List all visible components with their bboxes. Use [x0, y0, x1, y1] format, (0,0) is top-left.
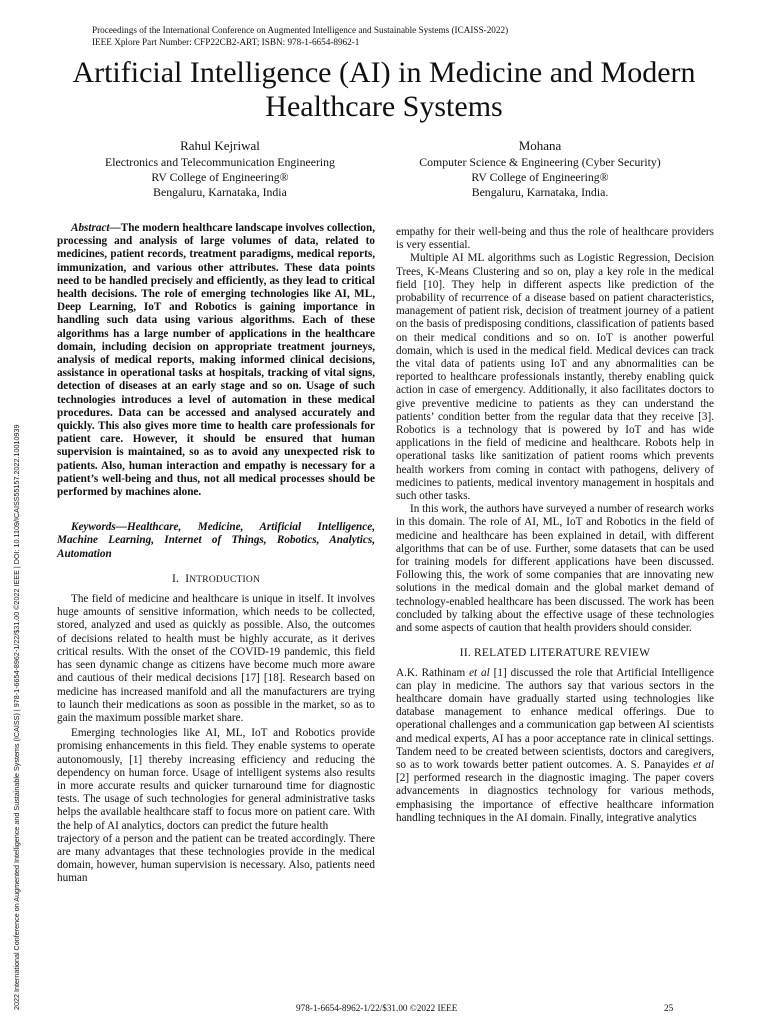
intro-paragraph-3: trajectory of a person and the patient can be treated accordingly. There are many advantages that these technologies provide in the medical domain, however, human supervision is necessary. Also, patients need human: [57, 832, 375, 885]
author-department: Computer Science & Engineering (Cyber Security): [419, 155, 661, 169]
lit-text-1: A.K. Rathinam: [396, 666, 470, 679]
author-name: Mohana: [518, 138, 562, 153]
doi-sidebar: 2022 International Conference on Augmented Intelligence and Sustainable Systems (ICAISS) | 978-1-6654-8962-1/22/$31.00 ©2022 IEEE | DOI: 10.1109/ICAISS55157.2022.10010939: [12, 424, 21, 1010]
lit-etal-2: et al: [693, 758, 714, 771]
author-college: RV College of Engineering®: [151, 170, 289, 184]
author-college: RV College of Engineering®: [471, 170, 609, 184]
intro-paragraph-6: In this work, the authors have surveyed a number of research works in this domain. The role of AI, ML, IoT and Robotics in the field of medicine and healthcare has been explained in detail, with different algorithms that can be of use. Further, some datasets that can be used for training models for different applications have been discussed. Following this, the work of some companies that are innovating new solutions in the medical domain and the global market demand of technology-enabled healthcare has been discussed. The work has been concluded by talking about the effective usage of these technologies and some aspects of caution that health providers should consider.: [396, 503, 714, 635]
section-heading-literature-review: II. RELATED LITERATURE REVIEW: [459, 647, 651, 660]
author-name: Rahul Kejriwal: [180, 138, 260, 153]
intro-paragraph-1: The field of medicine and healthcare is unique in itself. It involves huge amounts of sensitive information, which needs to be collected, stored, analyzed and used as quickly as possible. Also, the outcomes of decisions related to health must be highly accurate, as it derives critical results. With the onset of the COVID-19 pandemic, this field has seen dynamic change as citizens have become much more aware and cautious of their medical decisions [17] [18]. Research based on medicine has increased manifold and all the manufacturers are trying to launch their medications as soon as possible in the market, so as to gain the maximum possible market share.: [57, 593, 375, 724]
intro-paragraph-2: Emerging technologies like AI, ML, IoT and Robotics provide promising enhancements in this field. They enable systems to operate autonomously, [1] thereby increasing efficiency and reducing the dependency on human force. Usage of intelligent systems also results in more accurate results and quicker turnaround time for diagnostic tests. The usage of such technologies for general administrative tasks helps the available healthcare staff to focus more on patient care. With the help of AI analytics, doctors can predict the future health: [57, 727, 375, 832]
author-block-2: [370, 138, 710, 200]
section-title-rest: NTRODUCTION: [189, 574, 261, 585]
section-first-letter: I: [185, 572, 190, 585]
lit-etal-1: et al: [469, 666, 490, 679]
abstract: [57, 222, 375, 499]
keywords-label: Keywords—: [71, 521, 127, 534]
abstract-text: The modern healthcare landscape involves collection, processing and analysis of large volumes of data, related to medicines, patient records, treatment paradigms, medical reports, immunization, and various other attributes. These data points need to be handled precisely and efficiently, as they lead to critical health decisions. The role of emerging technologies like AI, ML, Deep Learning, IoT and Robotics is gaining importance in handling such data using various algorithms. Each of these algorithms has a large number of applications in the healthcare domain, including decision on appropriate treatment journeys, analysis of medical reports, making informed clinical decisions, assistance in operational tasks at hospitals, tracking of vital signs, detection of diseases at an early stage and so on. Usage of such technologies introduces a level of automation in these medical procedures. Data can be accessed and analysed accurately and quickly. This also gives more time to health care professionals for patient care. However, it should be ensured that human supervision is maintained, so as to avoid any unexpected risk to patients. Also, human interaction and empathy is necessary for a patient’s well-being and thus, not all medical processes should be performed by machines alone.: [57, 222, 375, 499]
keywords: [57, 521, 375, 561]
conference-header-line: Proceedings of the International Conference on Augmented Intelligence and Sustainable Systems (ICAISS-2022): [92, 25, 509, 35]
author-city: Bengaluru, Karnataka, India.: [471, 185, 609, 199]
author-city: Bengaluru, Karnataka, India: [153, 185, 287, 199]
footer-copyright: 978-1-6654-8962-1/22/$31.00 ©2022 IEEE: [296, 1003, 458, 1013]
page-number: 25: [664, 1003, 674, 1013]
lit-text-2: [1] discussed the role that Artificial Intelligence can play in medicine. The authors say that various sectors in the healthcare domain have gradually started using technologies like database management to enhance medical offerings. Due to operational challenges and a communication gap between AI scientists and medical experts, AI has a poor acceptance rate in clinical settings. Tandem need to be created between scientists, doctors and caregivers, so as to work towards better patient outcomes. A. S. Panayides: [396, 666, 714, 771]
section-number: I.: [171, 572, 180, 585]
intro-paragraph-4: empathy for their well-being and thus the role of healthcare providers is very essential.: [396, 226, 714, 252]
right-column: [396, 226, 714, 825]
abstract-label: Abstract—: [71, 222, 121, 234]
literature-paragraph-1: [396, 667, 714, 825]
left-column: [57, 222, 375, 886]
author-department: Electronics and Telecommunication Engineering: [105, 155, 335, 169]
intro-paragraph-5: Multiple AI ML algorithms such as Logistic Regression, Decision Trees, K-Means Clustering and so on, play a key role in the medical field [10]. They help in different aspects like prediction of the probability of recurrence of a disease based on patient characteristics, management of patient risk, decision of treatment journey of a patient on the basis of predisposing conditions, classification of patients based on their medical conditions and so on. IoT is another powerful domain, which is used in the medical field. Medical devices can track the vital data of patients using IoT and any abnormalities can be reported to healthcare professionals instantly, thereby enabling quick action in case of emergency. Additionally, it also facilitates doctors to give preventive medicine to patients as they can understand the patients’ condition better from the regular data that they receive [3]. Robotics is a technology that is powered by IoT and has wide applications in the field of medicine and healthcare. Robots help in operational tasks like sanitization of patient rooms which prevents health workers from coming in contact with pathogens, delivery of medicines to patients, medical inventory management in hospitals and such other tasks.: [396, 252, 714, 503]
lit-text-3: [2] performed research in the diagnostic imaging. The paper covers advancements in diagnostics technology for various methods, emphasising the importance of effective healthcare information handling techniques in the AI domain. Finally, integrative analytics: [396, 772, 714, 824]
isbn-header-line: IEEE Xplore Part Number: CFP22CB2-ART; ISBN: 978-1-6654-8962-1: [92, 37, 360, 47]
author-block-1: [50, 138, 390, 200]
paper-title: Artificial Intelligence (AI) in Medicine and Modern Healthcare Systems: [72, 56, 696, 123]
keywords-text: Healthcare, Medicine, Artificial Intelligence, Machine Learning, Internet of Things, Robotics, Analytics, Automation: [57, 521, 375, 560]
section-heading-introduction: [57, 573, 375, 587]
